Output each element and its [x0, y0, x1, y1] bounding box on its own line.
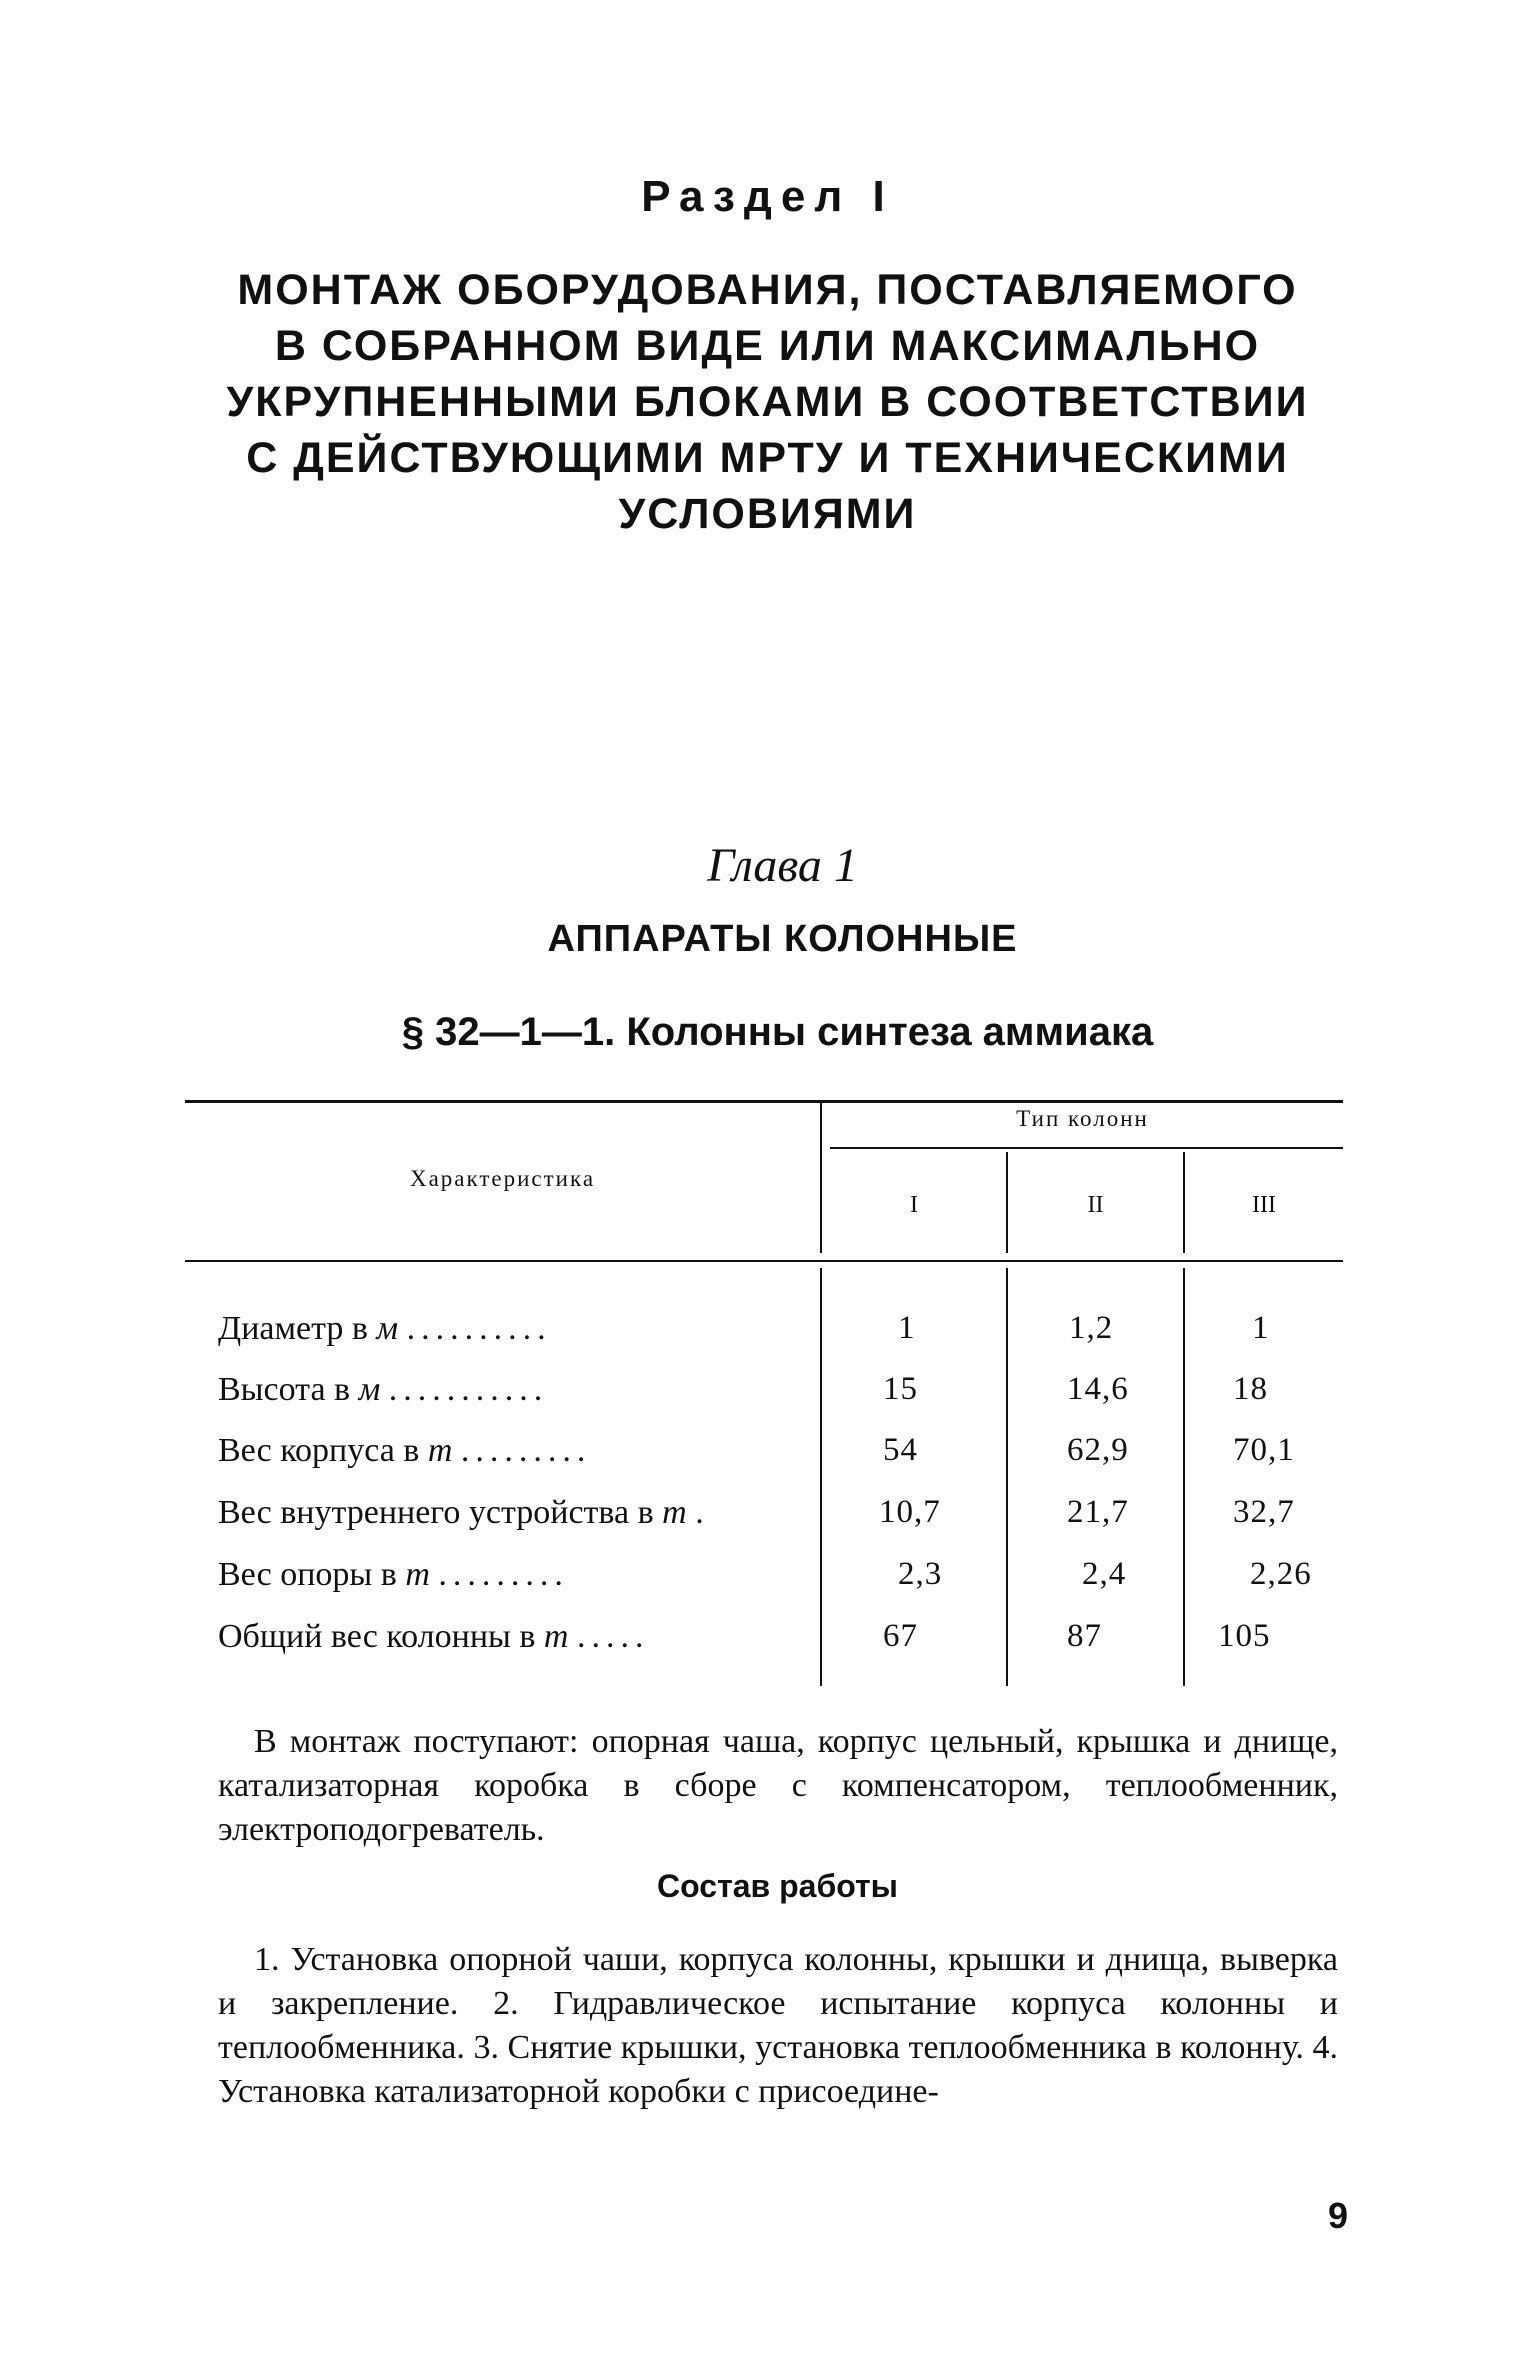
section-title-line: УСЛОВИЯМИ: [618, 490, 917, 538]
table-cell: 15: [883, 1371, 918, 1407]
table-header-type-2: II: [1087, 1192, 1104, 1218]
table-cell: 14,6: [1067, 1371, 1129, 1407]
page-number: 9: [1327, 2195, 1348, 2236]
section-title: [0, 262, 1535, 542]
paragraph-title: § 32—1—1. Колонны синтеза аммиака: [401, 1010, 1154, 1054]
row-unit: т: [427, 1432, 453, 1469]
row-label-text: Высота в: [218, 1371, 351, 1408]
table-cell: 1: [1252, 1310, 1270, 1346]
table-cell: 62,9: [1067, 1432, 1129, 1468]
row-label-text: Диаметр в: [218, 1310, 368, 1347]
intro-paragraph-text: В монтаж поступают: опорная чаша, корпус цельный, крышка и днище, катализаторная коробка в сборе с компенсатором, теплообменник, электроподогреватель.: [218, 1723, 1338, 1848]
table-cell: 70,1: [1233, 1432, 1295, 1468]
table-row-label: [218, 1618, 818, 1656]
table-divider: [1006, 1268, 1008, 1686]
row-unit: м: [376, 1310, 399, 1347]
row-unit: т: [405, 1556, 430, 1593]
table-header-type-3: III: [1252, 1192, 1276, 1218]
table-header-characteristic: Характеристика: [409, 1166, 596, 1191]
row-unit: т: [543, 1618, 569, 1655]
intro-paragraph: [218, 1720, 1338, 1852]
section-title-line: МОНТАЖ ОБОРУДОВАНИЯ, ПОСТАВЛЯЕМОГО: [237, 266, 1298, 314]
table-row-label: [218, 1371, 818, 1409]
row-label-text: Общий вес колонны в: [218, 1618, 536, 1655]
chapter-title: АППАРАТЫ КОЛОННЫЕ: [547, 918, 1018, 960]
table-cell: 32,7: [1233, 1494, 1295, 1530]
table-cell: 87: [1067, 1618, 1102, 1654]
work-heading: Состав работы: [657, 1868, 898, 1904]
section-title-line: В СОБРАННОМ ВИДЕ ИЛИ МАКСИМАЛЬНО: [274, 322, 1261, 370]
table-top-rule: [185, 1100, 1343, 1103]
row-leader-dots: ..........: [406, 1310, 552, 1347]
table-cell: 1: [898, 1310, 916, 1346]
row-leader-dots: .: [695, 1494, 710, 1531]
table-cell: 18: [1233, 1371, 1268, 1407]
table-cell: 21,7: [1067, 1494, 1129, 1530]
table-row-label: [218, 1432, 818, 1470]
row-unit: т: [662, 1494, 687, 1531]
work-paragraph: [218, 1938, 1338, 2114]
table-cell: 54: [883, 1432, 918, 1468]
section-title-line: С ДЕЙСТВУЮЩИМИ МРТУ И ТЕХНИЧЕСКИМИ: [246, 434, 1289, 482]
row-leader-dots: .....: [576, 1618, 650, 1655]
table-cell: 2,3: [898, 1556, 943, 1592]
table-header-type-1: I: [910, 1192, 918, 1218]
row-label-text: Вес корпуса в: [218, 1432, 420, 1469]
table-row-label: [218, 1556, 818, 1594]
work-paragraph-text: 1. Установка опорной чаши, корпуса колонны, крышки и днища, выверка и закрепление. 2. Гидравлическое испытание корпуса колонны и теплообменника. 3. Снятие крышки, установка теплообменника в колонну. 4. Установка катализаторной коробки с присоедине-: [218, 1941, 1338, 2110]
table-cell: 10,7: [879, 1494, 941, 1530]
table-cell: 2,4: [1082, 1556, 1127, 1592]
table-divider: [820, 1268, 822, 1686]
table-cell: 1,2: [1069, 1310, 1114, 1346]
section-label: Раздел I: [641, 172, 894, 221]
table-divider: [1183, 1268, 1185, 1686]
row-label-text: Вес опоры в: [218, 1556, 397, 1593]
table-row-label: [218, 1494, 818, 1532]
table-group-rule: [830, 1147, 1343, 1149]
row-leader-dots: .........: [438, 1556, 569, 1593]
table-header-rule: [185, 1260, 1343, 1262]
chapter-label: Глава 1: [707, 839, 858, 892]
table-header-column-types: Тип колонн: [1016, 1106, 1149, 1131]
table-cell: 67: [883, 1618, 918, 1654]
row-label-text: Вес внутреннего устройства в: [218, 1494, 654, 1531]
row-leader-dots: .........: [460, 1432, 592, 1469]
row-leader-dots: ...........: [388, 1371, 549, 1408]
table-cell: 105: [1218, 1618, 1271, 1654]
section-title-line: УКРУПНЕННЫМИ БЛОКАМИ В СООТВЕТСТВИИ: [226, 378, 1309, 426]
table-cell: 2,26: [1250, 1556, 1312, 1592]
row-unit: м: [358, 1371, 381, 1408]
table-row-label: [218, 1310, 818, 1348]
